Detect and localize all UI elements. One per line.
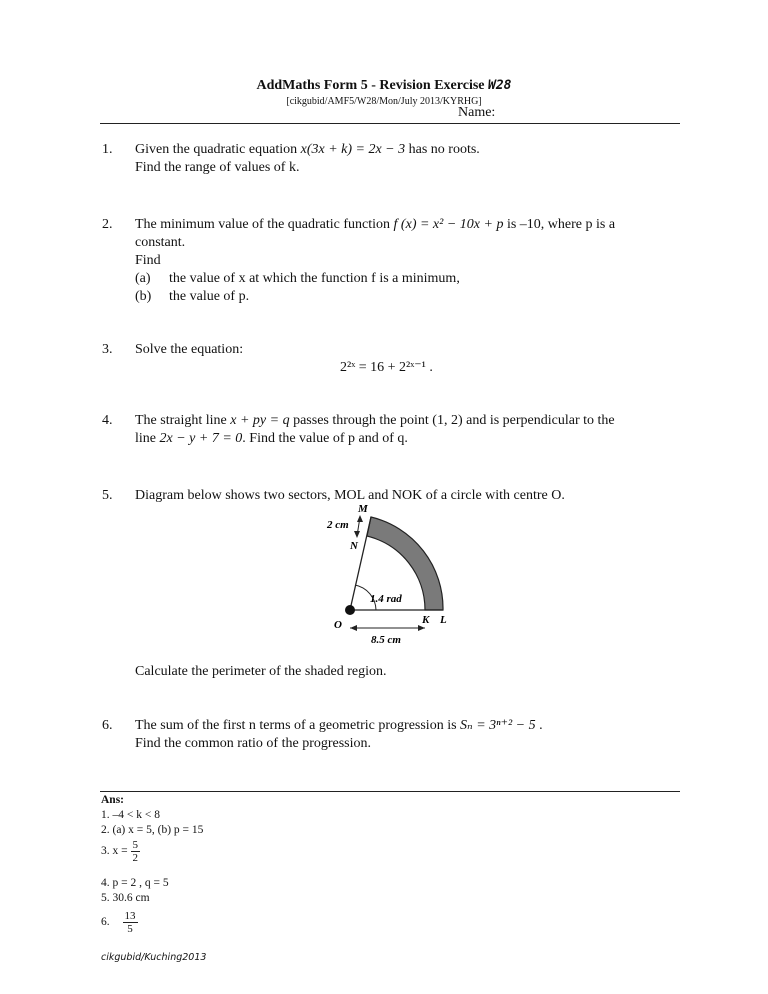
- name-label: Name:: [458, 105, 496, 120]
- question-2-equation: f (x) = x² − 10x + p: [393, 217, 504, 232]
- sector-diagram: [310, 500, 470, 650]
- question-5-line2: Calculate the perimeter of the shaded region.: [135, 664, 387, 679]
- question-4-equation: x + py = q: [230, 413, 290, 428]
- label-n: N: [350, 540, 358, 552]
- question-1-equation: x(3x + k) = 2x − 3: [300, 142, 406, 157]
- label-angle: 1.4 rad: [370, 593, 402, 605]
- answer-6: 6. $\frac{13}{5}$: [101, 910, 136, 935]
- question-1-number: 1.: [102, 142, 113, 157]
- question-4-equation-2: 2x − y + 7 = 0: [159, 431, 243, 446]
- answers-heading: Ans:: [101, 794, 125, 806]
- answer-1: 1. –4 < k < 8: [101, 809, 160, 821]
- question-5-text: Diagram below shows two sectors, MOL and NOK of a circle with centre O.: [135, 488, 565, 503]
- question-2-part-a: (a) the value of x at which the function f is a minimum,: [135, 271, 460, 286]
- title-tag: W28: [488, 78, 512, 93]
- question-2: [135, 216, 680, 306]
- question-2-line2: constant.: [135, 235, 186, 250]
- question-3-number: 3.: [102, 342, 113, 357]
- dim-arrow-left: [350, 625, 357, 631]
- label-k: K: [422, 614, 430, 626]
- footer-signature: cikgubid/Kuching2013: [101, 952, 207, 963]
- question-6-line1: The sum of the first n terms of a geometric progression is Sₙ = 3ⁿ⁺² − 5 .: [135, 718, 543, 733]
- label-m: M: [358, 503, 368, 515]
- answer-3-fraction: $\frac{5}{2}$: [132, 839, 138, 864]
- question-2-line1: The minimum value of the quadratic function f (x) = x² − 10x + p is –10, where p is a: [135, 217, 616, 232]
- answer-6-fraction: $\frac{13}{5}$: [124, 910, 136, 935]
- answers-rule: [100, 791, 680, 792]
- question-1-line2: Find the range of values of k.: [135, 160, 300, 175]
- page-subtitle: [cikgubid/AMF5/W28/Mon/July 2013/KYRHG]: [286, 96, 482, 107]
- header-rule: [100, 123, 680, 124]
- page-title: [0, 78, 768, 94]
- question-1-line1: Given the quadratic equation x(3x + k) = 2x − 3 has no roots.: [135, 142, 480, 157]
- question-4: [135, 412, 680, 448]
- label-2cm: 2 cm: [327, 519, 349, 531]
- question-3-equation: 2²ˣ = 16 + 2²ˣ⁻¹ .: [340, 360, 433, 375]
- title-text: AddMaths Form 5 - Revision Exercise: [256, 78, 485, 93]
- label-85cm: 8.5 cm: [371, 634, 401, 646]
- question-4-line1: The straight line x + py = q passes through the point (1, 2) and is perpendicular to the: [135, 413, 615, 428]
- question-6-line2: Find the common ratio of the progression.: [135, 736, 372, 751]
- arrow-head-down: [354, 531, 360, 538]
- question-4-line2: line 2x − y + 7 = 0. Find the value of p and of q.: [135, 431, 408, 446]
- question-1: [135, 141, 680, 177]
- question-6-number: 6.: [102, 718, 113, 733]
- question-2-line3: Find: [135, 253, 161, 268]
- question-3-text: Solve the equation:: [135, 342, 244, 357]
- label-l: L: [440, 614, 447, 626]
- question-6-equation: Sₙ = 3ⁿ⁺² − 5: [460, 718, 536, 733]
- question-6: [135, 717, 680, 753]
- question-5-number: 5.: [102, 488, 113, 503]
- radius-om: [350, 517, 371, 610]
- arrow-head-up: [357, 515, 363, 522]
- answer-2: 2. (a) x = 5, (b) p = 15: [101, 824, 204, 836]
- answer-3: 3. x = $\frac{5}{2}$: [101, 839, 138, 864]
- label-o: O: [334, 619, 342, 631]
- question-2-part-b: (b) the value of p.: [135, 289, 250, 304]
- question-2-number: 2.: [102, 217, 113, 232]
- question-4-number: 4.: [102, 413, 113, 428]
- centre-dot: [345, 605, 355, 615]
- answer-4: 4. p = 2 , q = 5: [101, 877, 169, 889]
- answer-5: 5. 30.6 cm: [101, 892, 150, 904]
